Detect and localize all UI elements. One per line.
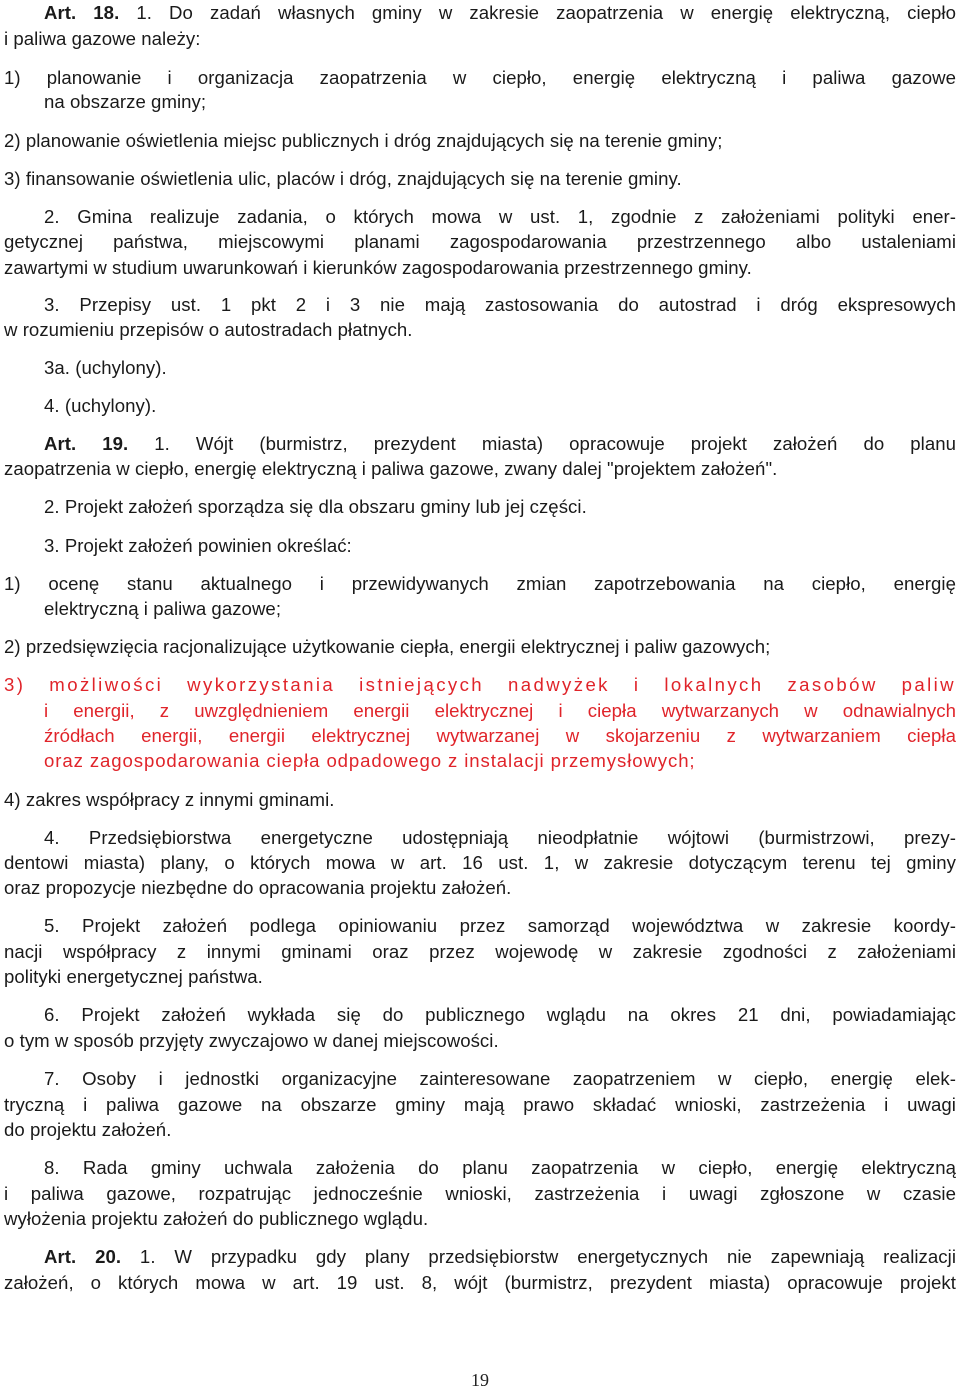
text-line: elektryczną i paliwa gazowe;	[44, 598, 282, 619]
text-line: 1) planowanie i organizacja zaopatrzenia w ciepło, energię elektryczną i paliwa gazowe	[4, 67, 956, 88]
page-number: 19	[471, 1370, 489, 1390]
text-line: 7. Osoby i jednostki organizacyjne zainteresowane zaopatrzeniem w ciepło, energię elek-	[44, 1068, 956, 1089]
text-line: zaopatrzenia w ciepło, energię elektryczną i paliwa gazowe, zwany dalej "projektem założeń".	[4, 458, 778, 479]
text-line: oraz propozycje niezbędne do opracowania projektu założeń.	[4, 877, 512, 898]
text-line: o tym w sposób przyjęty zwyczajowo w danej miejscowości.	[4, 1030, 499, 1051]
text-line: 1) ocenę stanu aktualnego i przewidywanych zmian zapotrzebowania na ciepło, energię	[4, 573, 956, 594]
text-line: dentowi miasta) plany, o których mowa w art. 16 ust. 1, w zakresie dotyczącym terenu tej gminy	[4, 852, 956, 873]
text-line: założeń, o których mowa w art. 19 ust. 8, wójt (burmistrz, prezydent miasta) opracowuje projekt	[4, 1272, 956, 1293]
text-line: 2. Projekt założeń sporządza się dla obszaru gminy lub jej części.	[44, 496, 587, 517]
text-line: wyłożenia projektu założeń do publicznego wglądu.	[4, 1208, 429, 1229]
text-line: 2) przedsięwzięcia racjonalizujące użytkowanie ciepła, energii elektrycznej i paliw gazowych;	[4, 636, 771, 657]
text-line: na obszarze gminy;	[44, 91, 207, 112]
text-line: Art. 19. 1. Wójt (burmistrz, prezydent miasta) opracowuje projekt założeń do planu	[44, 433, 956, 454]
text-line: 3. Projekt założeń powinien określać:	[44, 535, 352, 556]
text-line: 3) finansowanie oświetlenia ulic, placów i dróg, znajdujących się na terenie gminy.	[4, 168, 682, 189]
amended-text-line: i energii, z uwzględnieniem energii elektrycznej i ciepła wytwarzanych w odnawialnych	[44, 700, 956, 721]
text-line: 3. Przepisy ust. 1 pkt 2 i 3 nie mają zastosowania do autostrad i dróg ekspresowych	[44, 294, 956, 315]
article-heading: Art. 19.	[44, 433, 129, 454]
text-line: Art. 18. 1. Do zadań własnych gminy w zakresie zaopatrzenia w energię elektryczną, ciepło	[44, 2, 956, 23]
text-line: tryczną i paliwa gazowe na obszarze gminy mają prawo składać wnioski, zastrzeżenia i uwagi	[4, 1094, 956, 1115]
text-line: i paliwa gazowe, rozpatrując jednocześnie wnioski, zastrzeżenia i uwagi zgłoszone w czasie	[4, 1183, 956, 1204]
text-line: Art. 20. 1. W przypadku gdy plany przedsiębiorstw energetycznych nie zapewniają realizacji	[44, 1246, 956, 1267]
text-line: 4) zakres współpracy z innymi gminami.	[4, 789, 335, 810]
text-line: w rozumieniu przepisów o autostradach płatnych.	[4, 319, 413, 340]
text-line: i paliwa gazowe należy:	[4, 28, 201, 49]
text-line: 4. (uchylony).	[44, 395, 157, 416]
text-line: 5. Projekt założeń podlega opiniowaniu przez samorząd województwa w zakresie koordy-	[44, 915, 956, 936]
text-line: polityki energetycznej państwa.	[4, 966, 263, 987]
text-line: 2. Gmina realizuje zadania, o których mowa w ust. 1, zgodnie z założeniami polityki ener-	[44, 206, 956, 227]
text-line: nacji współpracy z innymi gminami oraz przez wojewodę w zakresie zgodności z założeniami	[4, 941, 956, 962]
text-line: 3a. (uchylony).	[44, 357, 167, 378]
article-heading: Art. 18.	[44, 2, 120, 23]
text-line: do projektu założeń.	[4, 1119, 172, 1140]
text-line: 4. Przedsiębiorstwa energetyczne udostępniają nieodpłatnie wójtowi (burmistrzowi, prezy-	[44, 827, 956, 848]
amended-text-line: oraz zagospodarowania ciepła odpadowego z instalacji przemysłowych;	[44, 750, 696, 771]
text-line: zawartymi w studium uwarunkowań i kierunków zagospodarowania przestrzennego gminy.	[4, 257, 752, 278]
text-line: 2) planowanie oświetlenia miejsc publicznych i dróg znajdujących się na terenie gminy;	[4, 130, 723, 151]
text-line: 6. Projekt założeń wykłada się do publicznego wglądu na okres 21 dni, powiadamiając	[44, 1004, 956, 1025]
text-line: getycznej państwa, miejscowymi planami zagospodarowania przestrzennego albo ustaleniami	[4, 231, 956, 252]
amended-text-line: 3) możliwości wykorzystania istniejących nadwyżek i lokalnych zasobów paliw	[4, 674, 956, 695]
text-line: 8. Rada gminy uchwala założenia do planu zaopatrzenia w ciepło, energię elektryczną	[44, 1157, 956, 1178]
amended-text-line: źródłach energii, energii elektrycznej wytwarzanej w skojarzeniu z wytwarzaniem ciepła	[44, 725, 956, 746]
article-heading: Art. 20.	[44, 1246, 122, 1267]
